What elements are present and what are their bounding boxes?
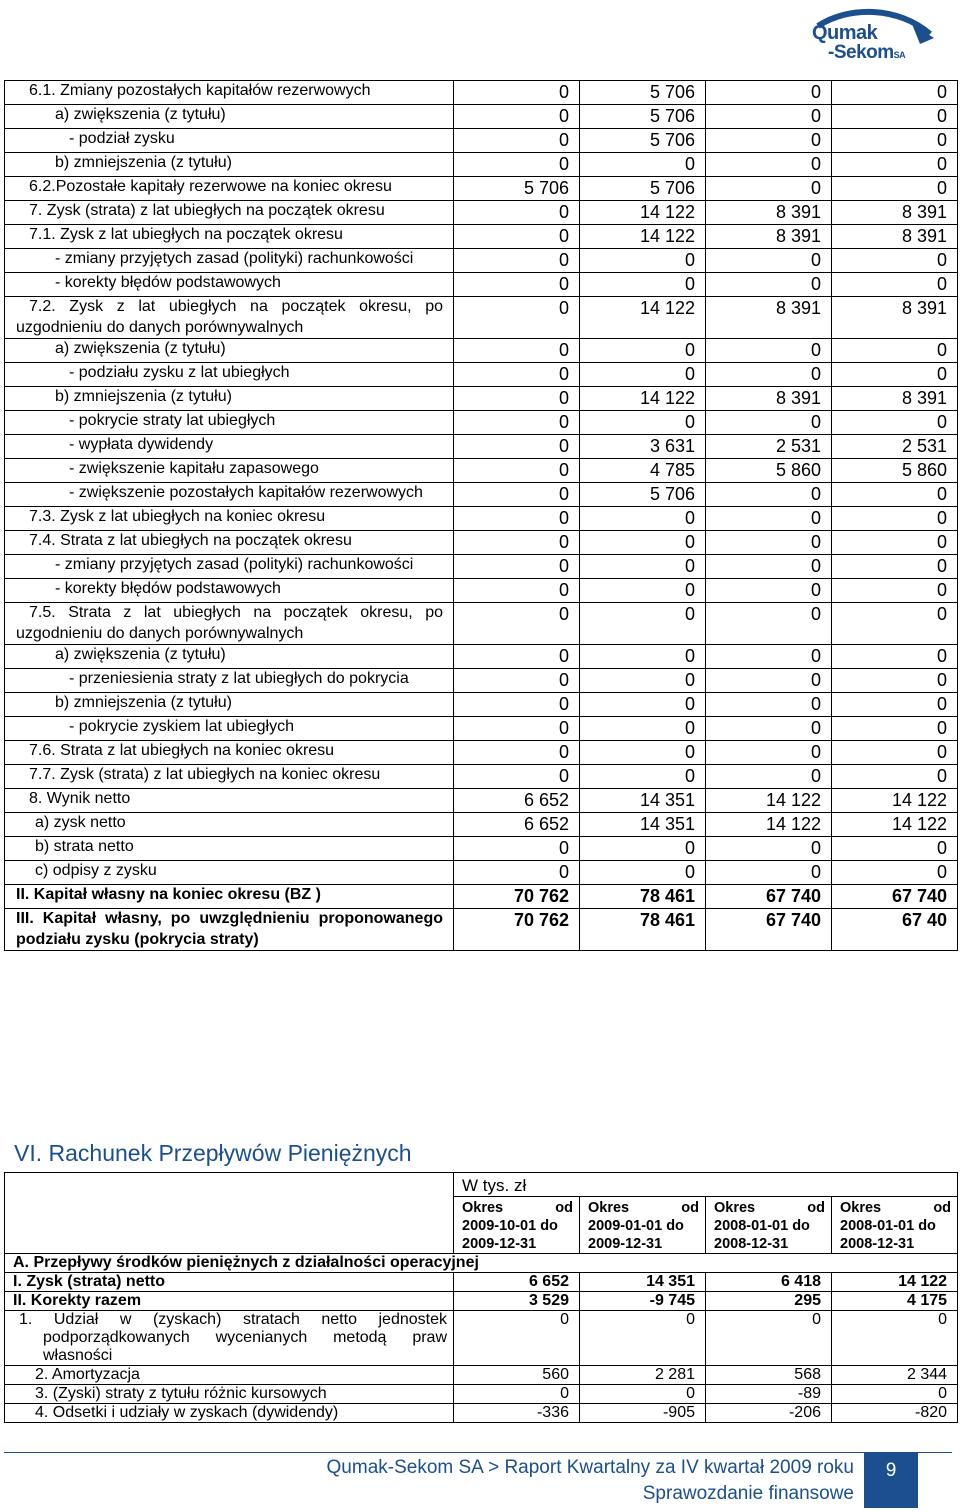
equity-row-value: 5 706 <box>580 483 706 507</box>
equity-row <box>5 363 958 387</box>
equity-row-value: 14 122 <box>580 297 706 339</box>
equity-row-value: 0 <box>454 693 580 717</box>
equity-row-value: 0 <box>832 741 958 765</box>
equity-row <box>5 459 958 483</box>
cashflow-row-value: -89 <box>706 1385 832 1404</box>
equity-row-label: b) strata netto <box>5 837 454 861</box>
equity-row-value: 0 <box>706 645 832 669</box>
unit-label: W tys. zł <box>454 1173 958 1197</box>
equity-row-label: a) zysk netto <box>5 813 454 837</box>
period-from-word: od <box>681 1200 699 1216</box>
cashflow-row <box>5 1385 958 1404</box>
cashflow-row-value: 4 175 <box>832 1292 958 1311</box>
period-start: 2009-01-01 do <box>588 1218 684 1234</box>
equity-row-label: - korekty błędów podstawowych <box>5 579 454 603</box>
period-column-header <box>454 1197 580 1254</box>
equity-row-label: 7. Zysk (strata) z lat ubiegłych na początek okresu <box>5 201 454 225</box>
equity-row-value: 67 40 <box>832 909 958 951</box>
cashflow-row-value: 0 <box>454 1385 580 1404</box>
equity-row <box>5 435 958 459</box>
equity-row-value: 0 <box>706 693 832 717</box>
cashflow-row-value: 2 281 <box>580 1366 706 1385</box>
equity-row-label: 7.6. Strata z lat ubiegłych na koniec okresu <box>5 741 454 765</box>
equity-row-label: - zmiany przyjętych zasad (polityki) rachunkowości <box>5 555 454 579</box>
equity-row-value: 5 706 <box>580 129 706 153</box>
equity-row-value: 0 <box>454 339 580 363</box>
equity-row-label: a) zwiększenia (z tytułu) <box>5 339 454 363</box>
equity-row-value: 0 <box>454 861 580 885</box>
period-column-header <box>706 1197 832 1254</box>
cashflow-row <box>5 1311 958 1366</box>
equity-row-label: 7.7. Zysk (strata) z lat ubiegłych na koniec okresu <box>5 765 454 789</box>
equity-row-value: 0 <box>454 555 580 579</box>
equity-row-value: 5 706 <box>580 81 706 105</box>
equity-row-value: 0 <box>832 507 958 531</box>
equity-row-value: 5 706 <box>454 177 580 201</box>
period-start: 2008-01-01 do <box>714 1218 810 1234</box>
equity-row-value: 0 <box>832 177 958 201</box>
period-end: 2009-12-31 <box>462 1236 537 1252</box>
equity-row-value: 8 391 <box>706 201 832 225</box>
equity-row-value: 0 <box>454 387 580 411</box>
equity-row-value: 0 <box>832 129 958 153</box>
equity-row-value: 0 <box>706 837 832 861</box>
cashflow-row-value: -206 <box>706 1404 832 1423</box>
page-footer <box>4 1452 952 1508</box>
equity-row <box>5 105 958 129</box>
logo-suffix: SA <box>893 50 906 60</box>
equity-row-value: 0 <box>832 105 958 129</box>
equity-row-value: 0 <box>580 669 706 693</box>
equity-row-value: 0 <box>454 579 580 603</box>
equity-row-value: 0 <box>454 201 580 225</box>
cashflow-row-value: 2 344 <box>832 1366 958 1385</box>
equity-row <box>5 765 958 789</box>
equity-row-value: 8 391 <box>832 201 958 225</box>
equity-row-value: 5 706 <box>580 177 706 201</box>
cashflow-row-value: 3 529 <box>454 1292 580 1311</box>
equity-row-value: 0 <box>580 837 706 861</box>
equity-row-value: 78 461 <box>580 909 706 951</box>
equity-row-value: 67 740 <box>832 885 958 909</box>
equity-row-value: 0 <box>580 717 706 741</box>
equity-row <box>5 387 958 411</box>
period-start: 2009-10-01 do <box>462 1218 558 1234</box>
equity-row-value: 8 391 <box>832 297 958 339</box>
equity-row-value: 0 <box>832 249 958 273</box>
period-end: 2009-12-31 <box>588 1236 663 1252</box>
equity-row-value: 3 631 <box>580 435 706 459</box>
equity-row <box>5 669 958 693</box>
period-column-header <box>580 1197 706 1254</box>
equity-row-value: 14 122 <box>580 201 706 225</box>
period-start: 2008-01-01 do <box>840 1218 936 1234</box>
equity-row-label: 7.2. Zysk z lat ubiegłych na początek okresu, po uzgodnieniu do danych porównywalnych <box>5 297 454 339</box>
equity-row-value: 0 <box>454 741 580 765</box>
cashflow-row-label: 2. Amortyzacja <box>5 1366 454 1385</box>
equity-row-value: 78 461 <box>580 885 706 909</box>
equity-row-value: 0 <box>454 225 580 249</box>
equity-row-value: 0 <box>580 411 706 435</box>
equity-row-value: 0 <box>580 273 706 297</box>
cashflow-row-label <box>5 1311 454 1366</box>
equity-row-label: b) zmniejszenia (z tytułu) <box>5 153 454 177</box>
equity-row-label: - pokrycie zyskiem lat ubiegłych <box>5 717 454 741</box>
equity-row-label: a) zwiększenia (z tytułu) <box>5 645 454 669</box>
equity-row-value: 0 <box>580 339 706 363</box>
equity-row-label: c) odpisy z zysku <box>5 861 454 885</box>
equity-row-value: 0 <box>832 765 958 789</box>
equity-row-label: - wypłata dywidendy <box>5 435 454 459</box>
logo-line2-text: -Sekom <box>828 42 894 63</box>
equity-row-value: 0 <box>454 645 580 669</box>
period-from-word: od <box>933 1200 952 1216</box>
period-word: Okres <box>714 1200 756 1216</box>
equity-row-label: - zmiany przyjętych zasad (polityki) rachunkowości <box>5 249 454 273</box>
period-from-word: od <box>807 1200 825 1216</box>
equity-row-value: 0 <box>706 153 832 177</box>
equity-row-value: 0 <box>832 411 958 435</box>
equity-row-value: 2 531 <box>832 435 958 459</box>
equity-row <box>5 861 958 885</box>
equity-row-value: 14 122 <box>580 387 706 411</box>
footer-report-title: Qumak-Sekom SA > Raport Kwartalny za IV kwartał 2009 roku <box>326 1457 854 1478</box>
equity-row-value: 0 <box>832 273 958 297</box>
equity-row <box>5 579 958 603</box>
equity-row-value: 0 <box>454 363 580 387</box>
period-word: Okres <box>588 1200 630 1216</box>
cashflow-row-value: -336 <box>454 1404 580 1423</box>
equity-row-label: - przeniesienia straty z lat ubiegłych do pokrycia <box>5 669 454 693</box>
equity-row-value: 0 <box>580 741 706 765</box>
equity-row-value: 0 <box>832 579 958 603</box>
equity-row-value: 0 <box>832 861 958 885</box>
equity-row-value: 5 706 <box>580 105 706 129</box>
cashflow-blank-cell <box>5 1173 454 1254</box>
equity-row-value: 8 391 <box>706 225 832 249</box>
equity-row-value: 0 <box>454 837 580 861</box>
equity-row <box>5 411 958 435</box>
cashflow-row-value: 0 <box>706 1311 832 1366</box>
equity-row <box>5 741 958 765</box>
cashflow-row-value: 14 122 <box>832 1273 958 1292</box>
logo-line1: Qumak <box>812 22 878 44</box>
equity-row-value: 14 122 <box>580 225 706 249</box>
equity-row-value: 0 <box>706 411 832 435</box>
equity-row <box>5 885 958 909</box>
equity-row-value: 8 391 <box>706 387 832 411</box>
equity-row <box>5 531 958 555</box>
equity-row-value: 0 <box>832 483 958 507</box>
equity-row-value: 0 <box>832 603 958 645</box>
equity-row-value: 0 <box>706 717 832 741</box>
equity-row <box>5 81 958 105</box>
equity-row <box>5 645 958 669</box>
equity-row-value: 0 <box>454 603 580 645</box>
equity-row <box>5 555 958 579</box>
equity-row <box>5 129 958 153</box>
equity-row-value: 0 <box>454 249 580 273</box>
cashflow-row-value: 0 <box>580 1385 706 1404</box>
equity-row-value: 0 <box>706 531 832 555</box>
equity-row-value: 0 <box>832 339 958 363</box>
equity-row-label: 6.2.Pozostałe kapitały rezerwowe na koniec okresu <box>5 177 454 201</box>
equity-row-value: 0 <box>832 645 958 669</box>
equity-row <box>5 249 958 273</box>
equity-row-value: 0 <box>832 153 958 177</box>
cashflow-row-value: 568 <box>706 1366 832 1385</box>
equity-row-value: 0 <box>832 555 958 579</box>
equity-row-value: 0 <box>706 483 832 507</box>
equity-row-value: 0 <box>580 579 706 603</box>
equity-row-value: 0 <box>706 249 832 273</box>
equity-row-value: 8 391 <box>706 297 832 339</box>
equity-row-label: 8. Wynik netto <box>5 789 454 813</box>
equity-row-value: 67 740 <box>706 909 832 951</box>
equity-row-value: 0 <box>580 249 706 273</box>
period-end: 2008-12-31 <box>840 1236 915 1252</box>
equity-row-value: 0 <box>706 603 832 645</box>
equity-row-value: 0 <box>832 531 958 555</box>
cashflow-row-value: 295 <box>706 1292 832 1311</box>
cashflow-row-label-text: 1. Udział w (zyskach) stratach netto jednostek podporządkowanych wycenianych metodą praw własności <box>19 1311 447 1364</box>
equity-row-label: III. Kapitał własny, po uwzględnieniu proponowanego podziału zysku (pokrycia straty) <box>5 909 454 951</box>
equity-row-label: - podział zysku <box>5 129 454 153</box>
equity-row-value: 0 <box>454 717 580 741</box>
equity-row-value: 70 762 <box>454 885 580 909</box>
cashflow-row-value: 0 <box>832 1311 958 1366</box>
equity-row-value: 14 122 <box>706 813 832 837</box>
equity-row <box>5 789 958 813</box>
cashflow-row-value: -9 745 <box>580 1292 706 1311</box>
equity-row-value: 14 351 <box>580 789 706 813</box>
equity-row-value: 0 <box>454 273 580 297</box>
equity-row-value: 0 <box>706 177 832 201</box>
equity-row-value: 0 <box>580 153 706 177</box>
cashflow-row-label: I. Zysk (strata) netto <box>5 1273 454 1292</box>
equity-row-label: - podziału zysku z lat ubiegłych <box>5 363 454 387</box>
equity-row-value: 0 <box>706 129 832 153</box>
equity-row-value: 70 762 <box>454 909 580 951</box>
equity-row <box>5 813 958 837</box>
equity-row-value: 0 <box>454 531 580 555</box>
equity-changes-body <box>5 81 958 951</box>
equity-row <box>5 339 958 363</box>
cashflow-body <box>5 1173 958 1423</box>
equity-row-label: b) zmniejszenia (z tytułu) <box>5 693 454 717</box>
equity-changes-table <box>4 80 958 951</box>
cashflow-row-value: 560 <box>454 1366 580 1385</box>
equity-row-value: 0 <box>832 693 958 717</box>
equity-row <box>5 201 958 225</box>
equity-row-value: 8 391 <box>832 387 958 411</box>
cashflow-row-label: 4. Odsetki i udziały w zyskach (dywidendy) <box>5 1404 454 1423</box>
cashflow-row <box>5 1292 958 1311</box>
period-column-header <box>832 1197 958 1254</box>
equity-row-value: 0 <box>454 669 580 693</box>
equity-row-value: 0 <box>706 861 832 885</box>
equity-row-value: 8 391 <box>832 225 958 249</box>
equity-row-label: - korekty błędów podstawowych <box>5 273 454 297</box>
equity-row-value: 6 652 <box>454 813 580 837</box>
equity-row <box>5 153 958 177</box>
equity-row-value: 0 <box>454 153 580 177</box>
equity-row-value: 0 <box>832 669 958 693</box>
equity-row-label: 7.4. Strata z lat ubiegłych na początek okresu <box>5 531 454 555</box>
equity-row <box>5 273 958 297</box>
equity-row-value: 0 <box>580 603 706 645</box>
equity-row-value: 2 531 <box>706 435 832 459</box>
equity-row-value: 0 <box>706 741 832 765</box>
cashflow-row-label: II. Korekty razem <box>5 1292 454 1311</box>
equity-row-value: 0 <box>706 363 832 387</box>
equity-row-value: 5 860 <box>706 459 832 483</box>
equity-row-label: 7.1. Zysk z lat ubiegłych na początek okresu <box>5 225 454 249</box>
equity-row-value: 0 <box>580 693 706 717</box>
cashflow-row-value: 6 652 <box>454 1273 580 1292</box>
section-a-label: A. Przepływy środków pieniężnych z działalności operacyjnej <box>5 1254 958 1273</box>
equity-row-value: 0 <box>706 507 832 531</box>
logo-line2 <box>828 42 905 64</box>
cashflow-row <box>5 1366 958 1385</box>
equity-row-value: 0 <box>706 105 832 129</box>
equity-row-label: 6.1. Zmiany pozostałych kapitałów rezerwowych <box>5 81 454 105</box>
cashflow-row-value: 6 418 <box>706 1273 832 1292</box>
company-logo <box>808 4 938 66</box>
cashflow-row-value: 0 <box>454 1311 580 1366</box>
section-a-row <box>5 1254 958 1273</box>
equity-row-value: 0 <box>706 339 832 363</box>
equity-row-label: 7.5. Strata z lat ubiegłych na początek okresu, po uzgodnieniu do danych porównywalnych <box>5 603 454 645</box>
period-word: Okres <box>462 1200 504 1216</box>
equity-row-value: 67 740 <box>706 885 832 909</box>
equity-row-label: a) zwiększenia (z tytułu) <box>5 105 454 129</box>
cashflow-row-value: 0 <box>832 1385 958 1404</box>
equity-row-value: 6 652 <box>454 789 580 813</box>
section-title: VI. Rachunek Przepływów Pieniężnych <box>14 1140 412 1166</box>
equity-row-value: 0 <box>706 555 832 579</box>
equity-row-value: 0 <box>454 297 580 339</box>
equity-row-value: 0 <box>454 483 580 507</box>
cashflow-row-value: -905 <box>580 1404 706 1423</box>
equity-row-value: 14 351 <box>580 813 706 837</box>
equity-row <box>5 837 958 861</box>
equity-row-value: 0 <box>580 645 706 669</box>
equity-row-value: 0 <box>580 765 706 789</box>
equity-row-value: 14 122 <box>832 813 958 837</box>
equity-row <box>5 717 958 741</box>
equity-row <box>5 909 958 951</box>
equity-row <box>5 483 958 507</box>
cashflow-row <box>5 1273 958 1292</box>
equity-row-label: II. Kapitał własny na koniec okresu (BZ ) <box>5 885 454 909</box>
equity-row <box>5 297 958 339</box>
equity-row-value: 0 <box>832 717 958 741</box>
equity-row-label: - pokrycie straty lat ubiegłych <box>5 411 454 435</box>
period-from-word: od <box>555 1200 573 1216</box>
equity-row-value: 5 860 <box>832 459 958 483</box>
equity-row-value: 14 122 <box>706 789 832 813</box>
period-end: 2008-12-31 <box>714 1236 789 1252</box>
equity-row-value: 0 <box>580 555 706 579</box>
cashflow-table <box>4 1172 958 1423</box>
equity-row-value: 0 <box>832 363 958 387</box>
equity-row-value: 0 <box>832 837 958 861</box>
equity-row-value: 14 122 <box>832 789 958 813</box>
equity-row <box>5 225 958 249</box>
equity-row-value: 0 <box>454 435 580 459</box>
equity-row-value: 0 <box>580 363 706 387</box>
footer-subtitle: Sprawozdanie finansowe <box>642 1483 854 1504</box>
equity-row-value: 0 <box>706 669 832 693</box>
equity-row-value: 0 <box>454 81 580 105</box>
equity-row-value: 0 <box>580 507 706 531</box>
cashflow-row-label: 3. (Zyski) straty z tytułu różnic kursowych <box>5 1385 454 1404</box>
equity-row-value: 0 <box>832 81 958 105</box>
equity-row <box>5 693 958 717</box>
equity-row-value: 0 <box>454 129 580 153</box>
equity-row-label: 7.3. Zysk z lat ubiegłych na koniec okresu <box>5 507 454 531</box>
equity-row-value: 0 <box>454 459 580 483</box>
cashflow-row-value: 0 <box>580 1311 706 1366</box>
equity-row-value: 0 <box>706 81 832 105</box>
equity-row-value: 0 <box>706 579 832 603</box>
equity-row-value: 0 <box>706 273 832 297</box>
cashflow-row-value: 14 351 <box>580 1273 706 1292</box>
equity-row-label: b) zmniejszenia (z tytułu) <box>5 387 454 411</box>
cashflow-row-value: -820 <box>832 1404 958 1423</box>
equity-row-value: 4 785 <box>580 459 706 483</box>
equity-row <box>5 177 958 201</box>
equity-row-value: 0 <box>580 861 706 885</box>
equity-row-value: 0 <box>580 531 706 555</box>
equity-row-value: 0 <box>454 411 580 435</box>
equity-row-label: - zwiększenie kapitału zapasowego <box>5 459 454 483</box>
equity-row <box>5 507 958 531</box>
cashflow-unit-row <box>5 1173 958 1197</box>
equity-row-label: - zwiększenie pozostałych kapitałów rezerwowych <box>5 483 454 507</box>
equity-row-value: 0 <box>454 105 580 129</box>
equity-row-value: 0 <box>454 765 580 789</box>
equity-row <box>5 603 958 645</box>
equity-row-value: 0 <box>706 765 832 789</box>
period-word: Okres <box>840 1200 882 1216</box>
cashflow-row <box>5 1404 958 1423</box>
equity-row-value: 0 <box>454 507 580 531</box>
page-number: 9 <box>864 1453 918 1508</box>
